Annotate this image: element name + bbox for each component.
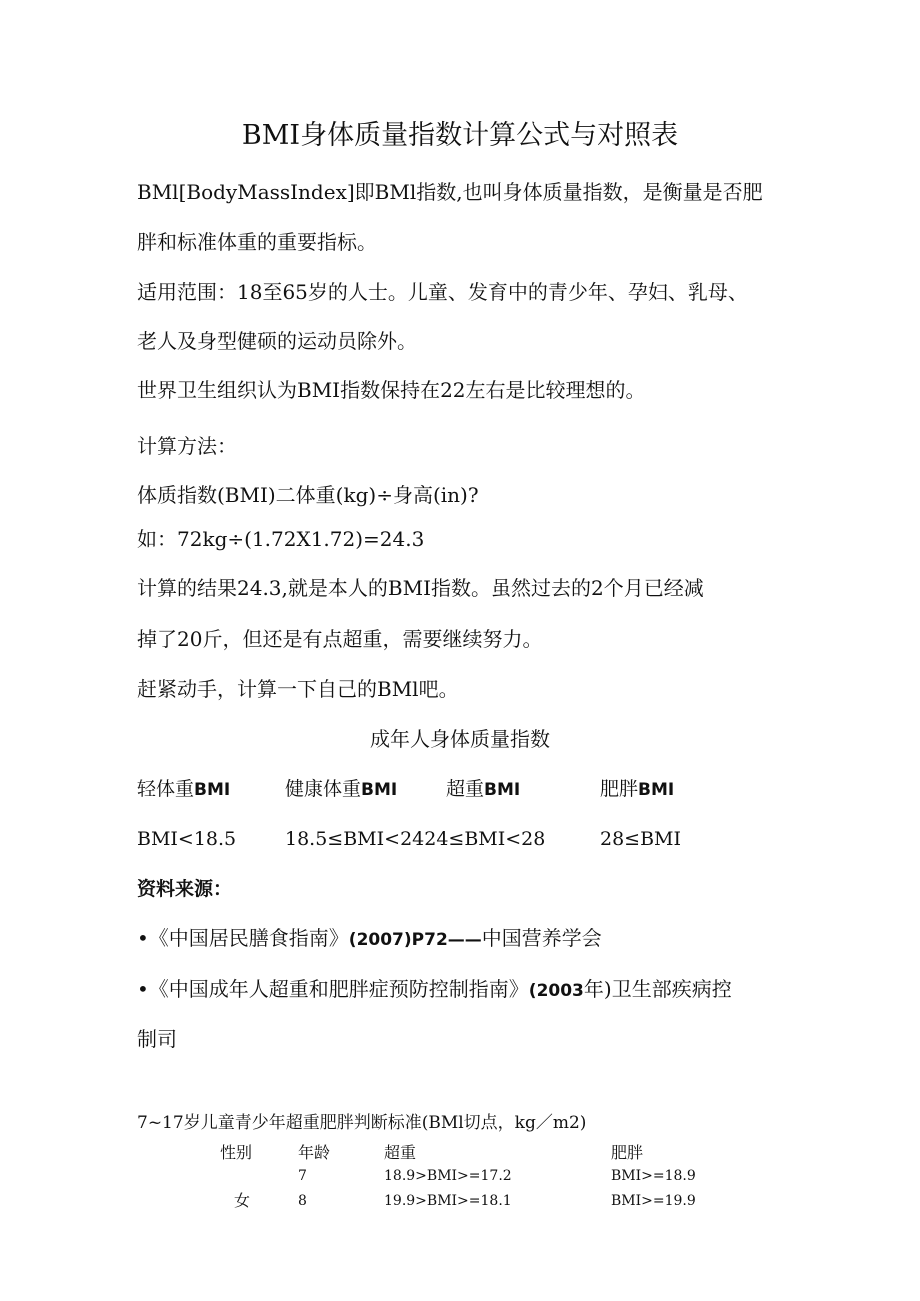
adult-row-underweight: BMI<18.5 <box>137 828 237 850</box>
adult-header-overweight <box>446 775 520 804</box>
intro-line-2: 胖和标准体重的重要指标。 <box>137 230 377 254</box>
source-item-2-bold: (2003 <box>528 981 584 1001</box>
adult-table-title: 成年人身体质量指数 <box>370 727 550 751</box>
source-item-1 <box>137 924 602 954</box>
child-row-1-obese: BMI>=18.9 <box>611 1168 696 1184</box>
method-formula: 体质指数(BMI)二体重(kg)÷身高(in)? <box>137 483 479 507</box>
adult-header-obese <box>600 775 674 804</box>
child-header-obese: 肥胖 <box>611 1143 644 1162</box>
adult-header-bmi: BMI <box>638 780 675 800</box>
page-title: BMI身体质量指数计算公式与对照表 <box>241 120 679 151</box>
result-line-3: 赶紧动手，计算一下自己的BMl吧。 <box>137 677 459 701</box>
source-item-2-pre: •《中国成年人超重和肥胖症预防控制指南》 <box>137 977 529 1001</box>
adult-header-bmi: BMI <box>484 780 521 800</box>
result-line-1: 计算的结果24.3,就是本人的BMI指数。虽然过去的2个月已经减 <box>137 576 704 600</box>
source-item-1-bold: (2007)P72—— <box>348 930 482 950</box>
adult-header-underweight <box>137 775 230 804</box>
result-line-2: 掉了20斤，但还是有点超重，需要继续努力。 <box>137 627 543 651</box>
child-row-1-overweight: 18.9>BMI>=17.2 <box>384 1168 512 1184</box>
child-row-2-age: 8 <box>298 1193 307 1209</box>
child-header-age: 年龄 <box>298 1143 331 1162</box>
scope-line-2: 老人及身型健硕的运动员除外。 <box>137 329 417 353</box>
child-row-2-obese: BMI>=19.9 <box>611 1193 696 1209</box>
child-row-2-overweight: 19.9>BMI>=18.1 <box>384 1193 512 1209</box>
who-note: 世界卫生组织认为BMI指数保持在22左右是比较理想的。 <box>137 378 646 402</box>
intro-line-1: BMl[BodyMassIndex]即BMl指数,也叫身体质量指数，是衡量是否肥 <box>137 180 763 204</box>
child-header-sex: 性别 <box>220 1143 253 1162</box>
source-item-1-post: 中国营养学会 <box>481 926 602 950</box>
adult-row-obese: 28≤BMI <box>600 828 682 850</box>
adult-header-text: 健康体重 <box>285 778 362 800</box>
adult-header-healthy <box>285 775 397 804</box>
scope-line-1: 适用范围：18至65岁的人士。儿童、发育中的青少年、孕妇、乳母、 <box>137 280 748 304</box>
child-header-overweight: 超重 <box>384 1143 417 1162</box>
child-row-1-age: 7 <box>298 1168 307 1184</box>
source-item-2-line-2: 制司 <box>137 1027 177 1051</box>
source-item-1-pre: •《中国居民膳食指南》 <box>137 926 349 950</box>
adult-header-bmi: BMI <box>194 780 231 800</box>
child-table-caption: 7~17岁儿童青少年超重肥胖判断标准(BMl切点，kg／m2) <box>137 1113 587 1133</box>
source-item-2 <box>137 975 732 1005</box>
sources-heading: 资料来源： <box>137 878 233 900</box>
adult-header-bmi: BMI <box>361 780 398 800</box>
adult-header-text: 轻体重 <box>137 778 195 800</box>
child-row-2-sex: 女 <box>234 1191 251 1210</box>
method-label: 计算方法： <box>137 434 237 458</box>
source-item-2-post: 年)卫生部疾病控 <box>583 977 732 1001</box>
adult-row-healthy-overweight: 18.5≤BMI<2424≤BMI<28 <box>285 828 546 850</box>
adult-header-text: 肥胖 <box>600 778 639 800</box>
adult-header-text: 超重 <box>446 778 485 800</box>
method-example: 如：72kg÷(1.72X1.72)=24.3 <box>137 527 425 551</box>
